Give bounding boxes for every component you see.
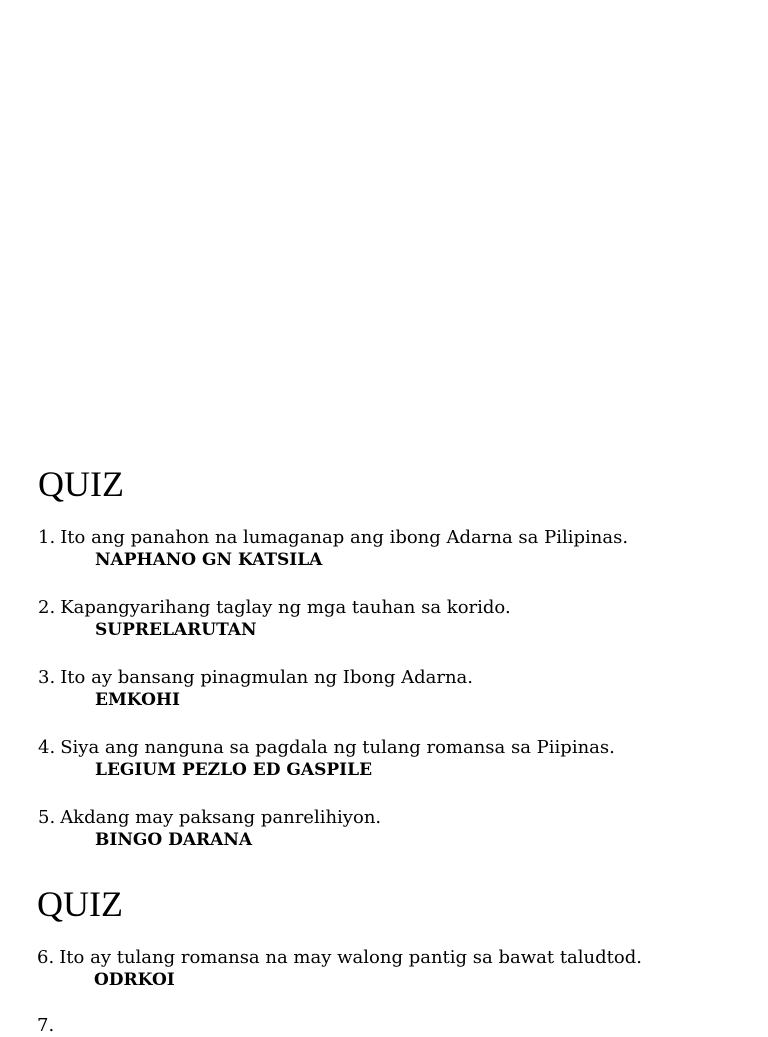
quiz-title: QUIZ <box>37 884 123 924</box>
quiz-item-1 <box>38 526 738 572</box>
scrambled-answer: NAPHANO GN KATSILA <box>95 550 323 570</box>
question-line <box>37 946 737 969</box>
question-text: Ito ay tulang romansa na may walong pantig sa bawat taludtod. <box>59 947 642 968</box>
question-text: Akdang may paksang panrelihiyon. <box>60 807 382 828</box>
quiz-item-4 <box>38 736 738 782</box>
scrambled-answer: BINGO DARANA <box>95 830 253 850</box>
question-number: 7. <box>37 1015 55 1036</box>
question-line <box>38 806 738 829</box>
question-text: Siya ang nanguna sa pagdala ng tulang romansa sa Piipinas. <box>60 737 615 758</box>
question-number: 6. <box>37 947 55 968</box>
question-line <box>38 526 738 549</box>
scrambled-answer: ODRKOI <box>94 970 175 990</box>
quiz-section-1 <box>38 464 738 876</box>
scrambled-answer: EMKOHI <box>95 690 180 710</box>
quiz-title: QUIZ <box>38 464 124 504</box>
question-line <box>38 736 738 759</box>
quiz-item-6 <box>37 946 737 992</box>
question-number: 3. <box>38 667 56 688</box>
question-number: 2. <box>38 597 56 618</box>
quiz-item-3 <box>38 666 738 712</box>
question-text: Ito ang panahon na lumaganap ang ibong Adarna sa Pilipinas. <box>60 527 629 548</box>
quiz-item-2 <box>38 596 738 642</box>
scrambled-answer: LEGIUM PEZLO ED GASPILE <box>95 760 373 780</box>
partial-quiz-item-7 <box>37 1014 59 1037</box>
scrambled-answer: SUPRELARUTAN <box>95 620 257 640</box>
question-text: Kapangyarihang taglay ng mga tauhan sa korido. <box>60 597 511 618</box>
question-line <box>38 666 738 689</box>
question-text: Ito ay bansang pinagmulan ng Ibong Adarna. <box>60 667 474 688</box>
quiz-section-2 <box>37 884 737 1016</box>
question-number: 4. <box>38 737 56 758</box>
question-number: 1. <box>38 527 56 548</box>
question-line <box>38 596 738 619</box>
quiz-item-5 <box>38 806 738 852</box>
question-number: 5. <box>38 807 56 828</box>
